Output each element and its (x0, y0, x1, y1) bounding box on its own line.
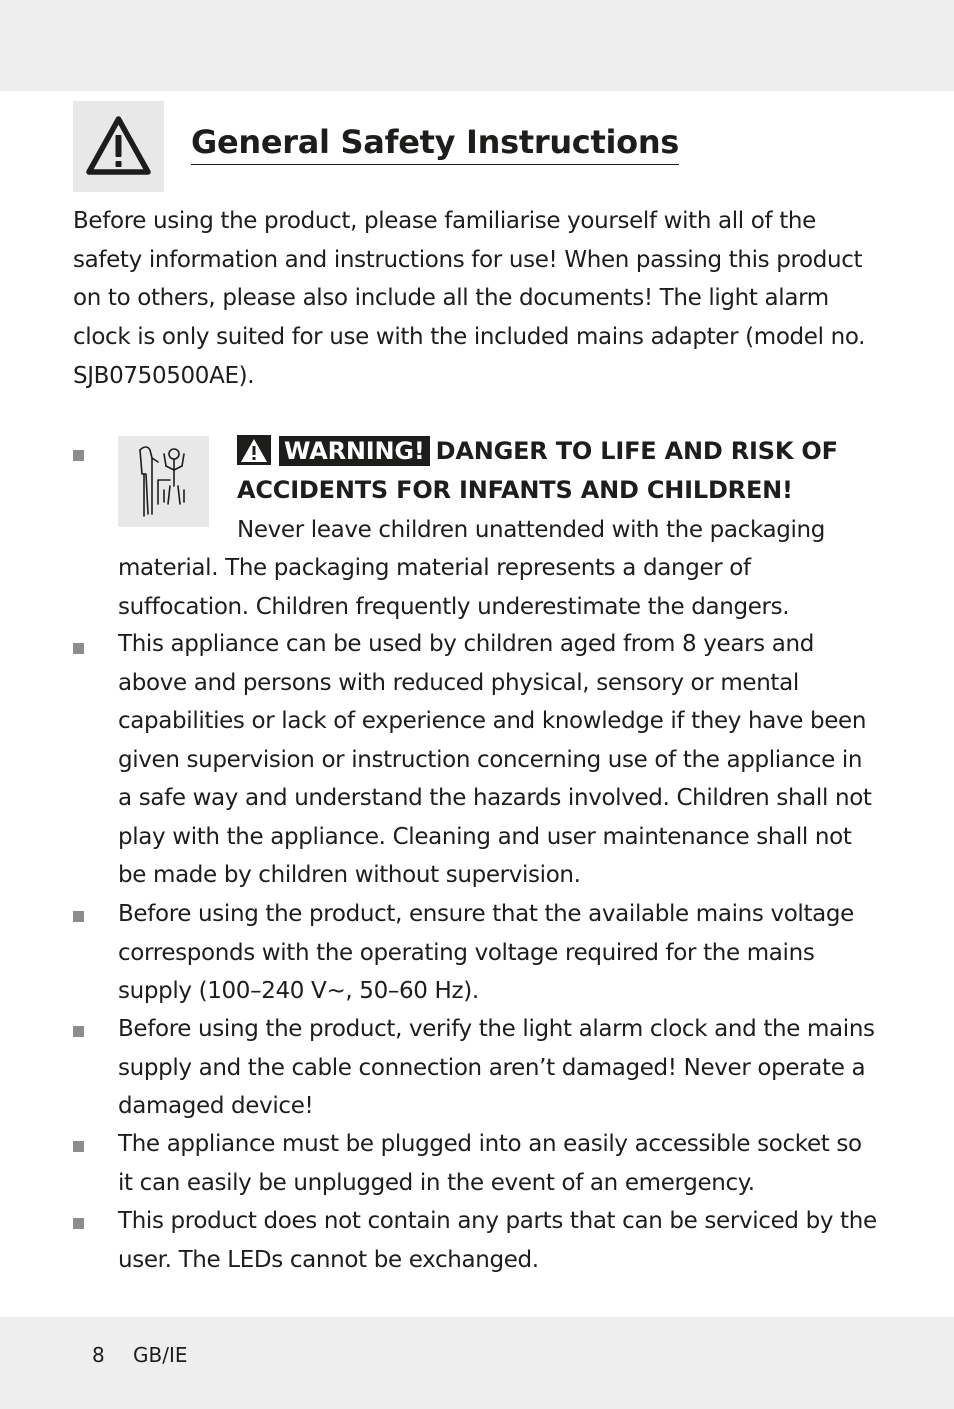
list-item: The appliance must be plugged into an easily accessible socket so it can easily be unplugged in the event of an emergency. (118, 1131, 862, 1196)
list-item: Before using the product, ensure that the available mains voltage corresponds with the operating voltage required for the mains supply (100–240 V~, 50–60 Hz). (118, 901, 854, 1004)
list-item: This appliance can be used by children aged from 8 years and above and persons with reduced physical, sensory or mental capabilities or lack of experience and knowledge if they have been given supervision or instruction concerning use of the appliance in a safe way and understand the hazards involved. Children shall not play with the appliance. Cleaning and user maintenance shall not be made by children without supervision. (118, 631, 872, 888)
locale-label: GB/IE (133, 1343, 188, 1367)
warning-triangle-icon (237, 435, 271, 465)
child-packaging-hazard-icon (118, 436, 209, 527)
warning-text-first-line: Never leave children unattended with the packaging (237, 517, 826, 543)
bullet-marker (73, 643, 84, 654)
bullet-marker (73, 450, 84, 461)
warning-badge: WARNING! (279, 436, 430, 466)
warning-heading (237, 432, 877, 510)
warning-triangle-icon (73, 101, 164, 192)
list-item: This product does not contain any parts that can be serviced by the user. The LEDs cannot be exchanged. (118, 1208, 877, 1273)
warning-heading-text: DANGER TO LIFE AND RISK OF ACCIDENTS FOR INFANTS AND CHILDREN! (237, 437, 838, 504)
bullet-marker (73, 1218, 84, 1229)
bullet-marker (73, 1026, 84, 1037)
bullet-marker (73, 911, 84, 922)
bullet-marker (73, 1141, 84, 1152)
intro-paragraph: Before using the product, please familiarise yourself with all of the safety information and instructions for use! When passing this product on to others, please also include all the documents! The light alarm clock is only suited for use with the included mains adapter (model no. SJB0750500AE). (73, 208, 866, 389)
header-band (0, 0, 954, 91)
warning-text: material. The packaging material represents a danger of suffocation. Children frequently underestimate the dangers. (118, 555, 790, 620)
list-item: Before using the product, verify the light alarm clock and the mains supply and the cable connection aren’t damaged! Never operate a damaged device! (118, 1016, 875, 1119)
page-number: 8 (92, 1343, 105, 1367)
page-title: General Safety Instructions (191, 120, 679, 165)
